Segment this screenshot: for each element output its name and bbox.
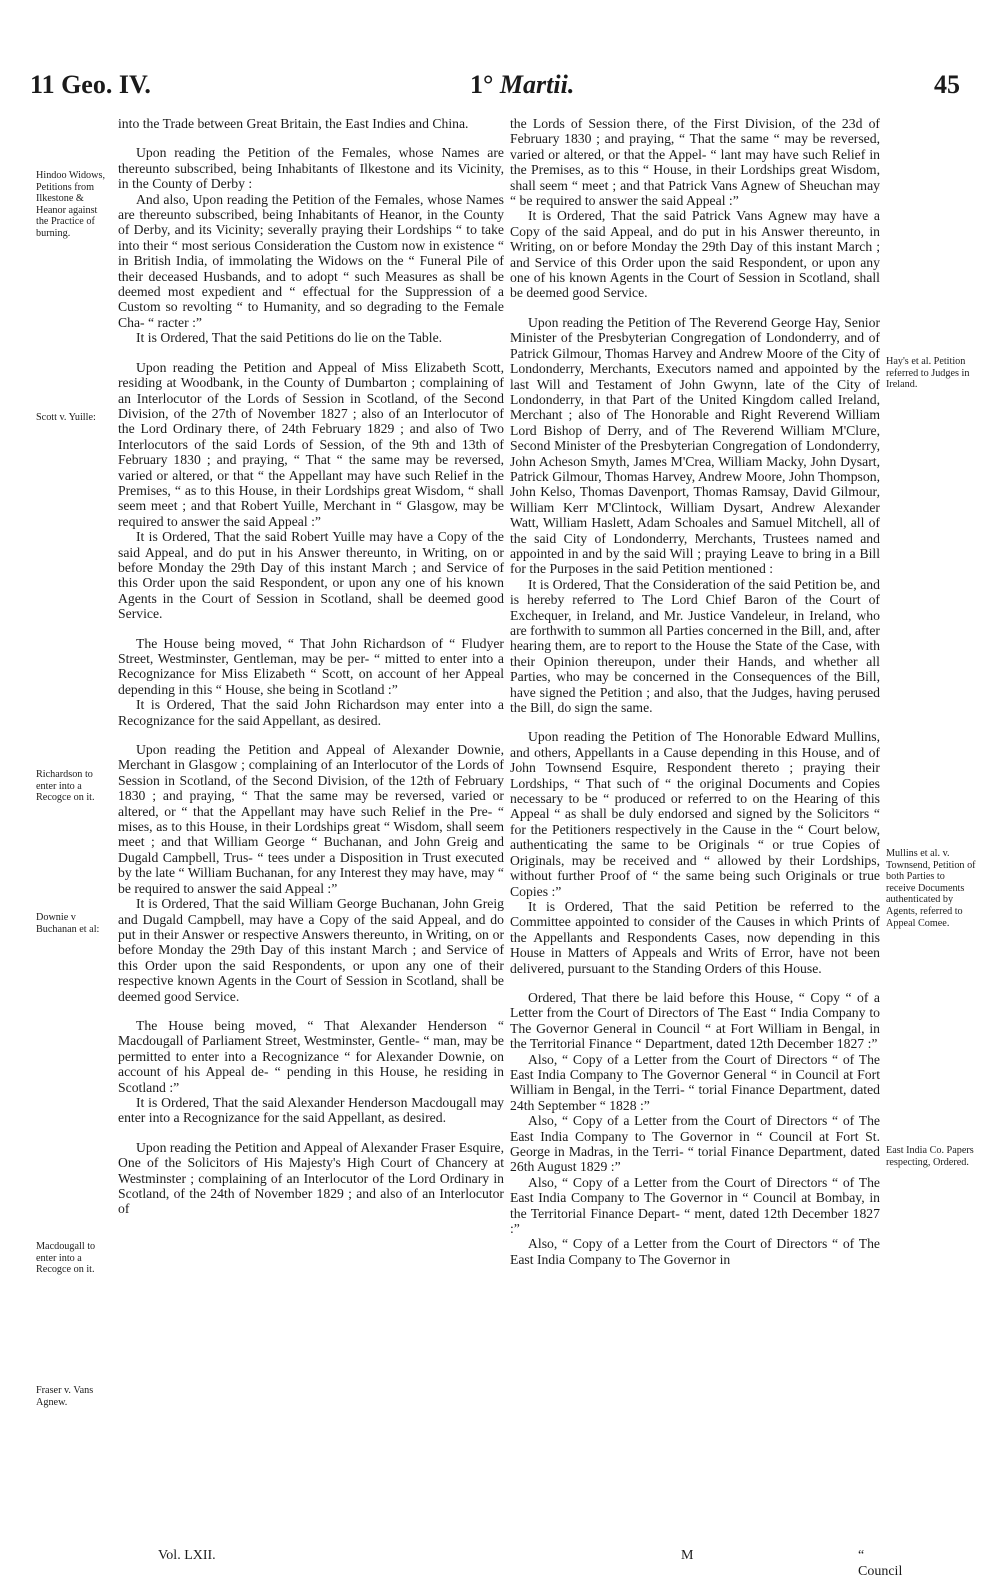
paragraph: Upon reading the Petition of the Females, whose Names are thereunto subscribed, being Inhabitants of Ilkestone and its Vicinity, in the County of Derby : [118, 145, 504, 192]
margin-note-downie: Downie v Buchanan et al: [36, 912, 100, 935]
paragraph: Upon reading the Petition and Appeal of Alexander Fraser Esquire, One of the Solicitors of His Majesty's High Court of Chancery at Westminster ; complaining of an Interlocutor of the Lord Ordinary in Scotland, of the 24th of November 1829 ; and also of an Interlocutor of [118, 1139, 504, 1217]
paragraph: Upon reading the Petition and Appeal of Alexander Downie, Merchant in Glasgow ; complaining of an Interlocutor of the Lords of Session in Scotland, of the Second Division, of the 12th of February 1830 ; and praying, “ That the same may be reversed, varied or altered, or “ that the Appellant may have such Relief in the Pre- “ mises, as to this House, in their Lordships great “ Wisdom, shall seem meet ; and that William George “ Buchanan, and John Greig and Dugald Campbell, Trus- “ tees under a Disposition in Trust executed by the late “ William Buchanan, for any Interest they may have, may “ be required to answer the said Appeal :” [118, 742, 504, 896]
paragraph: Ordered, That there be laid before this House, “ Copy “ of a Letter from the Court of Directors of The East “ India Company to The Governor General in Council “ at Fort William in Bengal, in the Territorial Finance “ Department, dated 12th December 1827 :” [510, 989, 880, 1052]
margin-note-mullins: Mullins et al. v. Townsend, Petition of both Parties to receive Documents authenticated by Agents, referred to Appeal Comee. [886, 848, 976, 929]
paragraph: It is Ordered, That the Consideration of the said Petition be, and is hereby referred to The Lord Chief Baron of the Court of Exchequer, in Ireland, and Mr. Justice Vandeleur, in Ireland, who are forthwith to summon all Parties concerned in the Bill, and, after hearing them, are to report to the House the State of the Case, with their Opinion thereupon, under their Hands, and whether all Parties, who may be concerned in the Consequences of the Bill, have signed the Petition ; and also, that the Judges, having perused the Bill, do sign the same. [510, 576, 880, 716]
regnal-year: 11 Geo. IV. [30, 70, 151, 99]
paragraph: Upon reading the Petition of The Honorable Edward Mullins, and others, Appellants in a Cause depending in this House, and of John Townsend Esquire, Respondent thereto ; praying their Lordships, “ That such of “ the original Documents and Copies necessary to be “ produced or referred to on the Hearing of this Appeal “ as shall be duly endorsed and signed by the Solicitors “ for the Petitioners respectively in the Cause in the “ Court below, authenticating the same to be Originals “ or true Copies of Originals, may be received and “ allowed by their Lordships, without further Proof of “ the same being such Originals or true Copies :” [510, 729, 880, 899]
paragraph: And also, Upon reading the Petition of the Females, whose Names are thereunto subscribed, being Inhabitants of Heanor, in the County of Derby, and its Vicinity; severally praying their Lordships “ to take into their “ most serious Consideration the Custom now in existence “ in British India, of immolating the Widows on the “ Funeral Pile of their deceased Husbands, and to adopt “ such Measures as shall be deemed most expedient and “ effectual for the Suppression of a Custom so revolting “ to Humanity, and so degrading to the Female Cha- “ racter :” [118, 191, 504, 330]
margin-note-hay: Hay's et al. Petition referred to Judges in Ireland. [886, 356, 970, 391]
paragraph: the Lords of Session there, of the First Division, of the 23d of February 1830 ; and praying, “ That the same “ may be reversed, varied or altered, or that the Appel- “ lant may have such Relief in the Premises, as to this “ House, in their Lordships great Wisdom, shall seem “ meet ; and that Patrick Vans Agnew of Sheuchan may “ be required to answer the said Appeal :” [510, 116, 880, 209]
paragraph: Also, “ Copy of a Letter from the Court of Directors “ of The East India Company to The Governor in “ Council at Fort St. George in Madras, in the Terri- “ torial Finance Department, dated 26th August 1829 :” [510, 1113, 880, 1175]
margin-note-hindoo: Hindoo Widows, Petitions from Ilkestone & Heanor against the Practice of burning. [36, 170, 106, 239]
right-column [510, 116, 880, 1267]
page-number: 45 [934, 70, 960, 99]
paragraph: It is Ordered, That the said Petition be referred to the Committee appointed to consider of the Causes in which Prints of the Appellants and Respondents Cases, now depending in this House in Matters of Appeals and Writs of Error, have not been delivered, pursuant to the Standing Orders of this House. [510, 898, 880, 976]
paragraph: Also, “ Copy of a Letter from the Court of Directors “ of The East India Company to The Governor in “ Council at Bombay, in the Territorial Finance Depart- “ ment, dated 12th December 1827 :” [510, 1174, 880, 1237]
margin-note-richardson: Richardson to enter into a Recogce on it. [36, 769, 95, 804]
left-column [118, 116, 504, 1217]
paragraph: Upon reading the Petition and Appeal of Miss Elizabeth Scott, residing at Woodbank, in the County of Dumbarton ; complaining of an Interlocutor of the Lords of Session in Scotland, of the Second Division, of the 27th of November 1827 ; also of an Interlocutor of the Lord Ordinary there, of 24th February 1829 ; and also of Two Interlocutors of the said Lords of Session, of the 9th and 13th of February 1830 ; and praying, “ That “ the same may be reversed, varied or altered, or that “ the Appellant may have such Relief in the Premises, “ as to this House, in their Lordships great Wisdom, “ shall seem meet ; and that Robert Yuille, Merchant in “ Glasgow, may be required to answer the said Appeal :” [118, 359, 504, 529]
page-footer [118, 1548, 903, 1579]
volume-label: Vol. LXII. [158, 1548, 216, 1563]
paragraph: The House being moved, “ That Alexander Henderson “ Macdougall of Parliament Street, Westminster, Gentle- “ man, may be permitted to enter into a Recognizance “ for Alexander Downie, on account of his Appeal de- “ pending in this House, he residing in Scotland :” [118, 1017, 504, 1095]
catchword: “ Council [858, 1548, 903, 1579]
margin-note-scott: Scott v. Yuille: [36, 412, 96, 423]
margin-note-east-india: East India Co. Papers respecting, Ordered. [886, 1145, 974, 1168]
margin-note-macdougall: Macdougall to enter into a Recogce on it. [36, 1241, 96, 1276]
paragraph: Also, “ Copy of a Letter from the Court of Directors “ of The East India Company to The Governor in [510, 1236, 880, 1267]
paragraph: Upon reading the Petition of The Reverend George Hay, Senior Minister of the Presbyterian Congregation of Londonderry, and of Patrick Gilmour, Thomas Harvey and Andrew Moore of the City of Londonderry, Merchants, Executors named and appointed by the last Will and Testament of John Gwynn, late of the City of Londonderry, in that Part of the United Kingdom called Ireland, Merchant ; also of The Honorable and Right Reverend William Lord Bishop of Derry, and of The Reverend William M'Clure, Second Minister of the Presbyterian Congregation of Londonderry, John Acheson Smyth, James M'Crea, William Macky, John Dysart, Patrick Gilmour, Thomas Harvey, Andrew Moore, John Thompson, John Kelso, Thomas Davenport, Thomas Ramsay, David Gilmour, William Kerr M'Clintock, William Dysart, Andrew Alexander Watt, William Haslett, Adam Schoales and Samuel Mitchell, all of the said City of Londonderry, Merchants, Trustees named and appointed in and by the said Will ; praying Leave to bring in a Bill for the Purposes in the said Petition mentioned : [510, 314, 880, 577]
paragraph: It is Ordered, That the said Robert Yuille may have a Copy of the said Appeal, and do put in his Answer thereunto, in Writing, on or before Monday the 29th Day of this instant March ; and Service of this Order upon the said Respondent, or upon any one of his known Agents in the Court of Session in Scotland, shall be deemed good Service. [118, 529, 504, 622]
paragraph: The House being moved, “ That John Richardson of “ Fludyer Street, Westminster, Gentleman, may be per- “ mitted to enter into a Recognizance for Miss Elizabeth “ Scott, on account of her Appeal depending in this “ House, she being in Scotland :” [118, 635, 504, 697]
paragraph: It is Ordered, That the said Patrick Vans Agnew may have a Copy of the said Appeal, and do put in his Answer thereunto, in Writing, on or before Monday the 29th Day of this instant March ; and Service of this Order upon the said Respondent, or upon any one of his known Agents in the Court of Session in Scotland, shall be deemed good Service. [510, 208, 880, 301]
paragraph: It is Ordered, That the said Alexander Henderson Macdougall may enter into a Recognizance for the said Appellant, as desired. [118, 1094, 504, 1126]
paragraph: It is Ordered, That the said John Richardson may enter into a Recognizance for the said Appellant, as desired. [118, 697, 504, 728]
paragraph: Also, “ Copy of a Letter from the Court of Directors “ of The East India Company to The Governor General “ in Council at Fort William in Bengal, in the Terri- “ torial Finance Department, dated 24th September “ 1828 :” [510, 1051, 880, 1113]
paragraph: into the Trade between Great Britain, the East Indies and China. [118, 116, 469, 131]
running-header [30, 70, 960, 106]
signature-mark: M [681, 1548, 694, 1563]
date-heading: 1° Martii. [470, 70, 575, 99]
margin-note-fraser: Fraser v. Vans Agnew. [36, 1385, 94, 1408]
paragraph: It is Ordered, That the said Petitions do lie on the Table. [136, 330, 443, 346]
paragraph: It is Ordered, That the said William George Buchanan, John Greig and Dugald Campbell, may have a Copy of the said Appeal, and do put in their Answer or respective Answers thereunto, in Writing, on or before Monday the 29th Day of this instant March ; and Service of this Order upon the said Respondents, or upon any one of their respective known Agents in the Court of Session in Scotland, shall be deemed good Service. [118, 896, 504, 1004]
